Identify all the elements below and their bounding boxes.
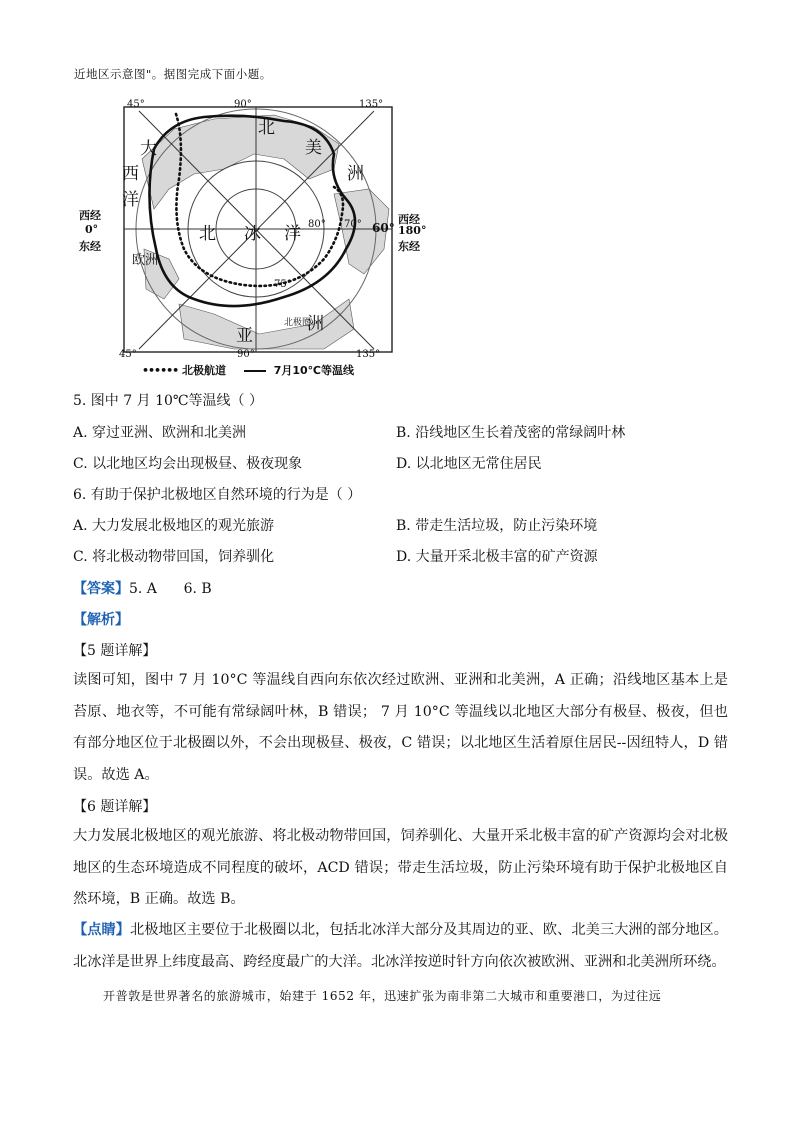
atlantic-char-1: 大	[140, 139, 157, 159]
na-char-1: 北	[258, 118, 275, 138]
q6-stem: 6. 有助于保护北极地区自然环境的行为是（ ）	[73, 487, 362, 503]
arctic-map-figure	[79, 99, 427, 381]
answer-line	[73, 578, 212, 598]
europe-label: 欧洲	[132, 253, 159, 268]
atlantic-char-2: 西	[122, 164, 139, 184]
right-west-label: 西经	[398, 213, 420, 226]
lon-135-top: 135°	[359, 99, 384, 110]
detail-6-label: 【6 题详解】	[73, 799, 157, 815]
tip-paragraph	[73, 915, 728, 978]
lat-60-label: 60°	[372, 221, 395, 235]
detail-5-label: 【5 题详解】	[73, 643, 157, 659]
na-char-3: 洲	[347, 164, 364, 184]
q6-option-b: B. 带走生活垃圾，防止污染环境	[396, 518, 598, 534]
arctic-circle-label: 北极圈	[284, 318, 312, 328]
detail-5-text: 读图可知，图中 7 月 10°C 等温线自西向东依次经过欧洲、亚洲和北美洲，A 正确；沿线地区基本上是苔原、地衣等，不可能有常绿阔叶林，B 错误； 7 月 10°C 等温线以北地区大部分有极昼、极夜，但也有部分地区位于北极圈以外，不会出现极昼、极夜，C 错误；以北地区生活着原住居民--因纽特人，D 错误。故选 A。	[73, 672, 728, 783]
asia-char-2: 洲	[307, 314, 324, 334]
left-zero-label: 0°	[85, 223, 99, 236]
na-char-2: 美	[305, 138, 322, 158]
lon-135-bottom: 135°	[356, 349, 381, 360]
tip-text: 北极地区主要位于北极圈以北，包括北冰洋大部分及其周边的亚、欧、北美三大洲的部分地区。北冰洋是世界上纬度最高、跨经度最广的大洋。北冰洋按逆时针方向依次被欧洲、亚洲和北美洲所环绕。	[73, 922, 728, 970]
lon-90-top: 90°	[234, 99, 252, 110]
tip-label: 【点睛】	[73, 922, 130, 938]
legend-route-symbol: ••••••	[142, 364, 179, 377]
ocean-char-2: 冰	[244, 224, 261, 244]
q5-option-d: D. 以北地区无常住居民	[396, 456, 542, 472]
detail-6-text: 大力发展北极地区的观光旅游、将北极动物带回国，饲养驯化、大量开采北极丰富的矿产资源均会对北极地区的生态环境造成不同程度的破坏，ACD 错误；带走生活垃圾，防止污染环境有助于保护北极地区自然环境，B 正确。故选 B。	[73, 828, 728, 907]
q6-option-d: D. 大量开采北极丰富的矿产资源	[396, 549, 598, 565]
legend-route-label: 北极航道	[182, 364, 227, 377]
q6-option-a: A. 大力发展北极地区的观光旅游	[73, 518, 275, 534]
analysis-label: 【解析】	[73, 612, 129, 628]
lon-45-bottom: 45°	[119, 349, 137, 360]
left-east-label: 东经	[79, 240, 101, 253]
answer-text: 5. A 6. B	[129, 581, 212, 597]
asia-char-1: 亚	[236, 326, 253, 346]
ocean-char-3: 洋	[284, 224, 301, 244]
right-east-label: 东经	[398, 240, 420, 253]
legend-isotherm-symbol	[244, 370, 266, 372]
map-legend	[142, 362, 354, 378]
left-west-label: 西经	[79, 209, 101, 222]
lat-80-label: 80°	[308, 219, 326, 230]
ocean-char-1: 北	[199, 224, 216, 244]
q6-option-c: C. 将北极动物带回国，饲养驯化	[73, 549, 275, 565]
q5-stem: 5. 图中 7 月 10℃等温线（ ）	[73, 393, 263, 409]
q5-option-c: C. 以北地区均会出现极昼、极夜现象	[73, 456, 303, 472]
answer-label: 【答案】	[73, 581, 129, 597]
q5-option-b: B. 沿线地区生长着茂密的常绿阔叶林	[396, 425, 626, 441]
lon-45-top: 45°	[127, 99, 145, 110]
right-180-label: 180°	[398, 224, 427, 237]
intro-line: 近地区示意图"。据图完成下面小题。	[74, 67, 272, 81]
legend-isotherm-label: 7月10℃等温线	[273, 364, 355, 377]
atlantic-char-3: 洋	[122, 190, 139, 210]
lat-70-label: 70°	[344, 219, 362, 230]
lat-75-label: 75°	[274, 279, 292, 290]
q5-option-a: A. 穿过亚洲、欧洲和北美洲	[73, 425, 247, 441]
next-question-line: 开普敦是世界著名的旅游城市，始建于 1652 年，迅速扩张为南非第二大城市和重要港口，为过往远	[103, 989, 662, 1003]
lon-90-bottom: 90°	[237, 349, 255, 360]
